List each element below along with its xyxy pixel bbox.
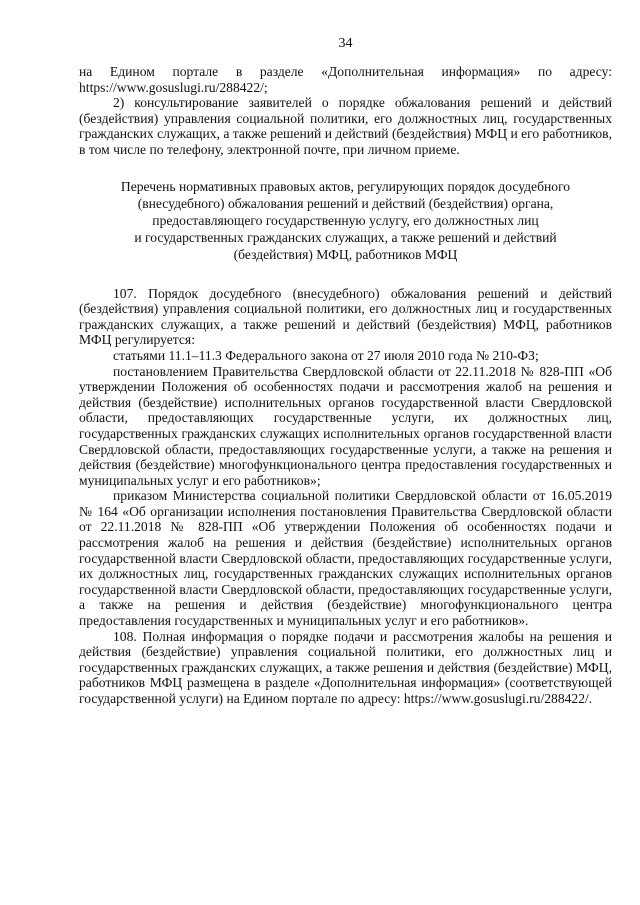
paragraph-federal-law: статьями 11.1–11.3 Федерального закона от 27 июля 2010 года № 210-ФЗ; [113, 347, 539, 363]
paragraph-consultation: 2) консультирование заявителей о порядке обжалования решений и действий (бездействия) управления социальной политики, его должностных лиц, государственных гражданских служащих, а также решений и действий (бездействия) МФЦ и его работников, в том числе по телефону, электронной почте, при личном приеме. [79, 95, 612, 157]
heading-line: Перечень нормативных правовых актов, регулирующих порядок досудебного [120, 178, 571, 194]
heading-line: (внесудебного) обжалования решений и действий (бездействия) органа, [137, 195, 554, 211]
paragraph-government-decree: постановлением Правительства Свердловской области от 22.11.2018 № 828-ПП «Об утверждении Положения об особенностях подачи и рассмотрения жалоб на решения и действия (бездействие) исполнительных органов государственной власти Свердловской области, предоставляющих государственные услуги, их должностных лиц, государственных гражданских служащих исполнительных органов государственной власти Свердловской области, предоставляющих государственные услуги, а также на решения и действия (бездействие) многофункционального центра предоставления государственных и муниципальных услуг и его работников»; [79, 363, 612, 488]
paragraph-ministry-order: приказом Министерства социальной политики Свердловской области от 16.05.2019 № 164 «Об организации исполнения постановления Правительства Свердловской области от 22.11.2018 № 828-ПП «Об утверждении Положения об особенностях подачи и рассмотрения жалоб на решения и действия (бездействие) исполнительных органов государственной власти Свердловской области, предоставляющих государственные услуги, их должностных лиц, государственных гражданских служащих исполнительных органов государственной власти Свердловской области, предоставляющих государственные услуги, а также на решения и действия (бездействие) многофункционального центра предоставления государственных и муниципальных услуг и его работников». [79, 488, 612, 629]
paragraph-108: 108. Полная информация о порядке подачи и рассмотрения жалобы на решения и действия (бездействие) управления социальной политики, его должностных лиц и государственных гражданских служащих, а также решения и действия (бездействие) МФЦ, работников МФЦ размещена в разделе «Дополнительная информация» (соответствующей государственной услуги) на Едином портале по адресу: https://www.gosuslugi.ru/288422/. [79, 628, 612, 706]
paragraph-107: 107. Порядок досудебного (внесудебного) обжалования решений и действий (бездействия) управления социальной политики, его должностных лиц и государственных гражданских служащих, а также решений и действий (бездействия) МФЦ, работников МФЦ регулируется: [79, 285, 612, 348]
page-number: 34 [338, 36, 353, 51]
heading-line: и государственных гражданских служащих, а также решений и действий [134, 229, 557, 245]
heading-line: предоставляющего государственную услугу, его должностных лиц [152, 212, 539, 228]
heading-line: (бездействия) МФЦ, работников МФЦ [233, 246, 458, 262]
paragraph-portal-address: на Едином портале в разделе «Дополнительная информация» по адресу: https://www.gosuslugi.ru/288422/; [79, 64, 612, 95]
section-heading [79, 178, 612, 263]
